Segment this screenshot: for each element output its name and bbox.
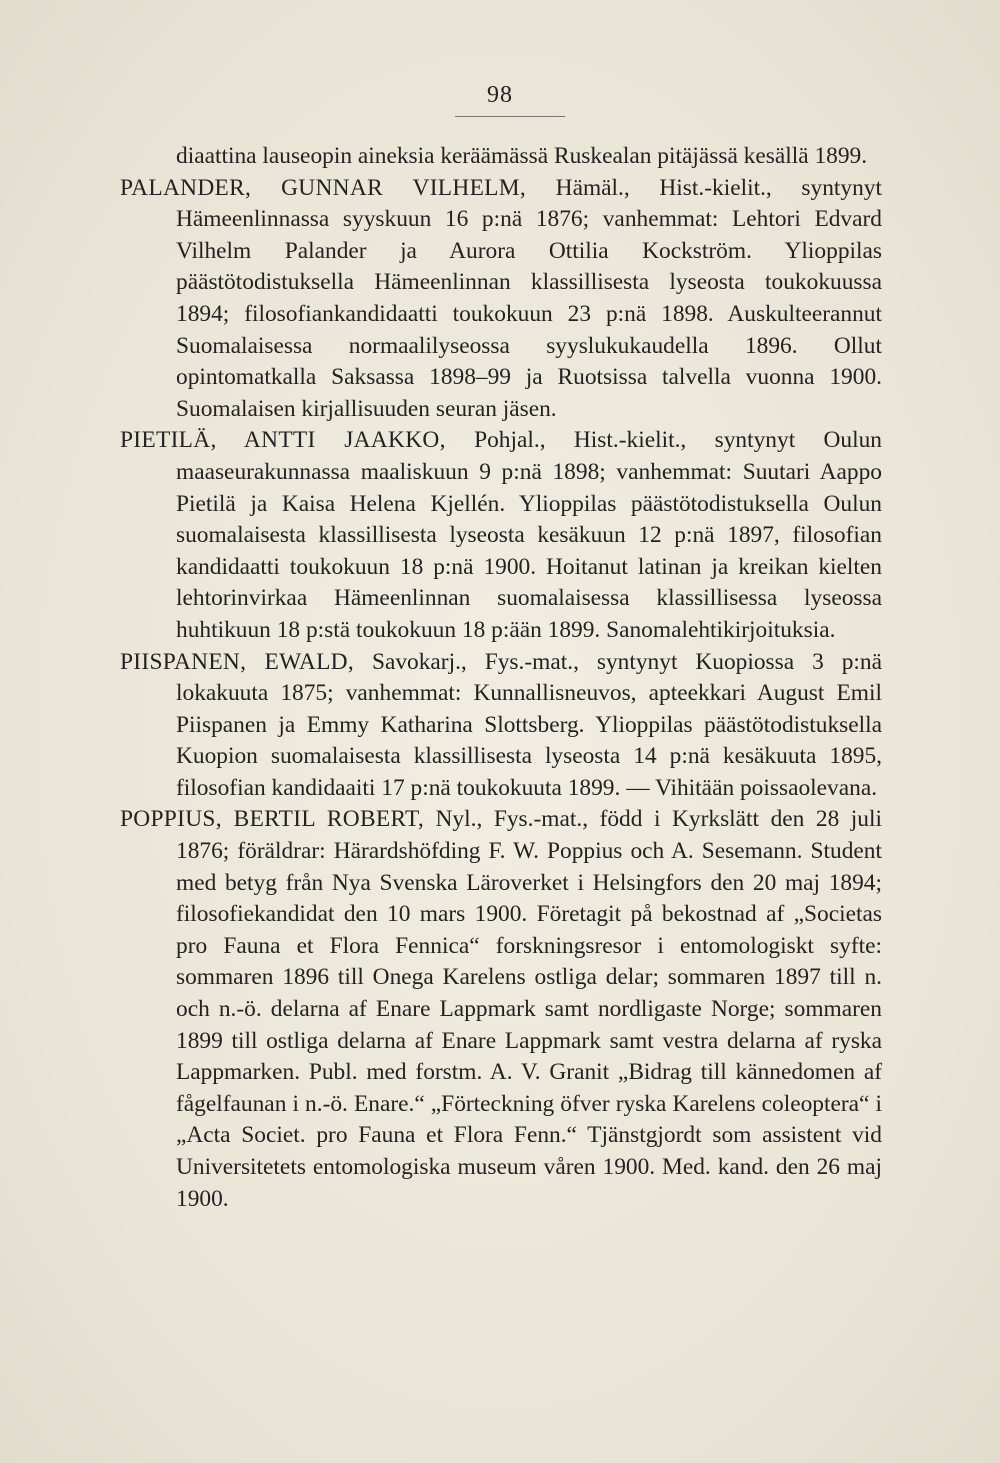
- entry-name: PIETILÄ, ANTTI JAAKKO,: [120, 427, 446, 454]
- entry-name: POPPIUS, BERTIL ROBERT,: [120, 806, 424, 833]
- continuation-paragraph: diaattina lauseopin aineksia keräämässä Ruskealan pitäjässä kesällä 1899.: [176, 143, 868, 169]
- entry-text: Pohjal., Hist.-kielit., syntynyt Oulun maaseurakunnassa maaliskuun 9 p:nä 1898; vanhemmat: Suutari Aappo Pietilä ja Kaisa Helena Kjellén. Ylioppilas päästötodistuksella Oulun suomalaisesta klassillisesta lyseosta kesäkuun 12 p:nä 1897, filosofian kandidaatti toukokuun 18 p:nä 1900. Hoitanut latinan ja kreikan kielten lehtorinvirkaa Hämeenlinnan suomalaisessa klassillisessa lyseossa huhtikuun 18 p:stä toukokuun 18 p:ään 1899. Sanomalehtikirjoituksia.: [176, 427, 882, 643]
- entry-poppius: [120, 804, 882, 1215]
- entry-name: PIISPANEN, EWALD,: [120, 648, 354, 675]
- page-number: 98: [487, 82, 513, 108]
- entry-name: PALANDER, GUNNAR VILHELM,: [120, 174, 526, 201]
- body-text: [120, 141, 882, 1215]
- entry-pietila: [120, 425, 882, 646]
- entry-text: Hämäl., Hist.-kielit., syntynyt Hämeenlinnassa syyskuun 16 p:nä 1876; vanhemmat: Lehtori Edvard Vilhelm Palander ja Aurora Ottilia Kockström. Ylioppilas päästötodistuksella Hämeenlinnan klassillisesta lyseosta toukokuussa 1894; filosofiankandidaatti toukokuun 23 p:nä 1898. Auskulteerannut Suomalaisessa normaalilyseossa syyslukukaudella 1896. Ollut opintomatkalla Saksassa 1898–99 ja Ruotsissa talvella vuonna 1900. Suomalaisen kirjallisuuden seuran jäsen.: [176, 174, 883, 422]
- entry-palander: [120, 173, 882, 426]
- entry-text: Nyl., Fys.-mat., född i Kyrkslätt den 28 juli 1876; föräldrar: Härardshöfding F. W. Poppius och A. Sesemann. Student med betyg från Nya Svenska Läroverket i Helsingfors den 20 maj 1894; filosofiekandidat den 10 mars 1900. Företagit på bekostnad af „Societas pro Fauna et Flora Fennica“ forskningsresor i entomologiskt syfte: sommaren 1896 till Onega Karelens ostliga delar; sommaren 1897 till n. och n.-ö. delarna af Enare Lappmark samt nordligaste Norge; sommaren 1899 till ostliga delarna af Enare Lappmark samt vestra delarna af ryska Lappmarken. Publ. med forstm. A. V. Granit „Bidrag till kännedomen af fågelfaunan i n.-ö. Enare.“ „Förteckning öfver ryska Karelens coleoptera“ i „Acta Societ. pro Fauna et Flora Fenn.“ Tjänstgjordt som assistent vid Universitetets entomologiska museum våren 1900. Med. kand. den 26 maj 1900.: [176, 806, 882, 1212]
- entry-text: Savokarj., Fys.-mat., syntynyt Kuopiossa 3 p:nä lokakuuta 1875; vanhemmat: Kunnallisneuvos, apteekkari August Emil Piispanen ja Emmy Katharina Slottsberg. Ylioppilas päästötodistuksella Kuopion suomalaisesta klassillisesta lyseosta 14 p:nä kesäkuuta 1895, filosofian kandidaaiti 17 p:nä toukokuuta 1899. — Vihitään poissaolevana.: [176, 648, 882, 801]
- page-number-rule: [455, 116, 565, 117]
- entry-piispanen: [120, 647, 882, 805]
